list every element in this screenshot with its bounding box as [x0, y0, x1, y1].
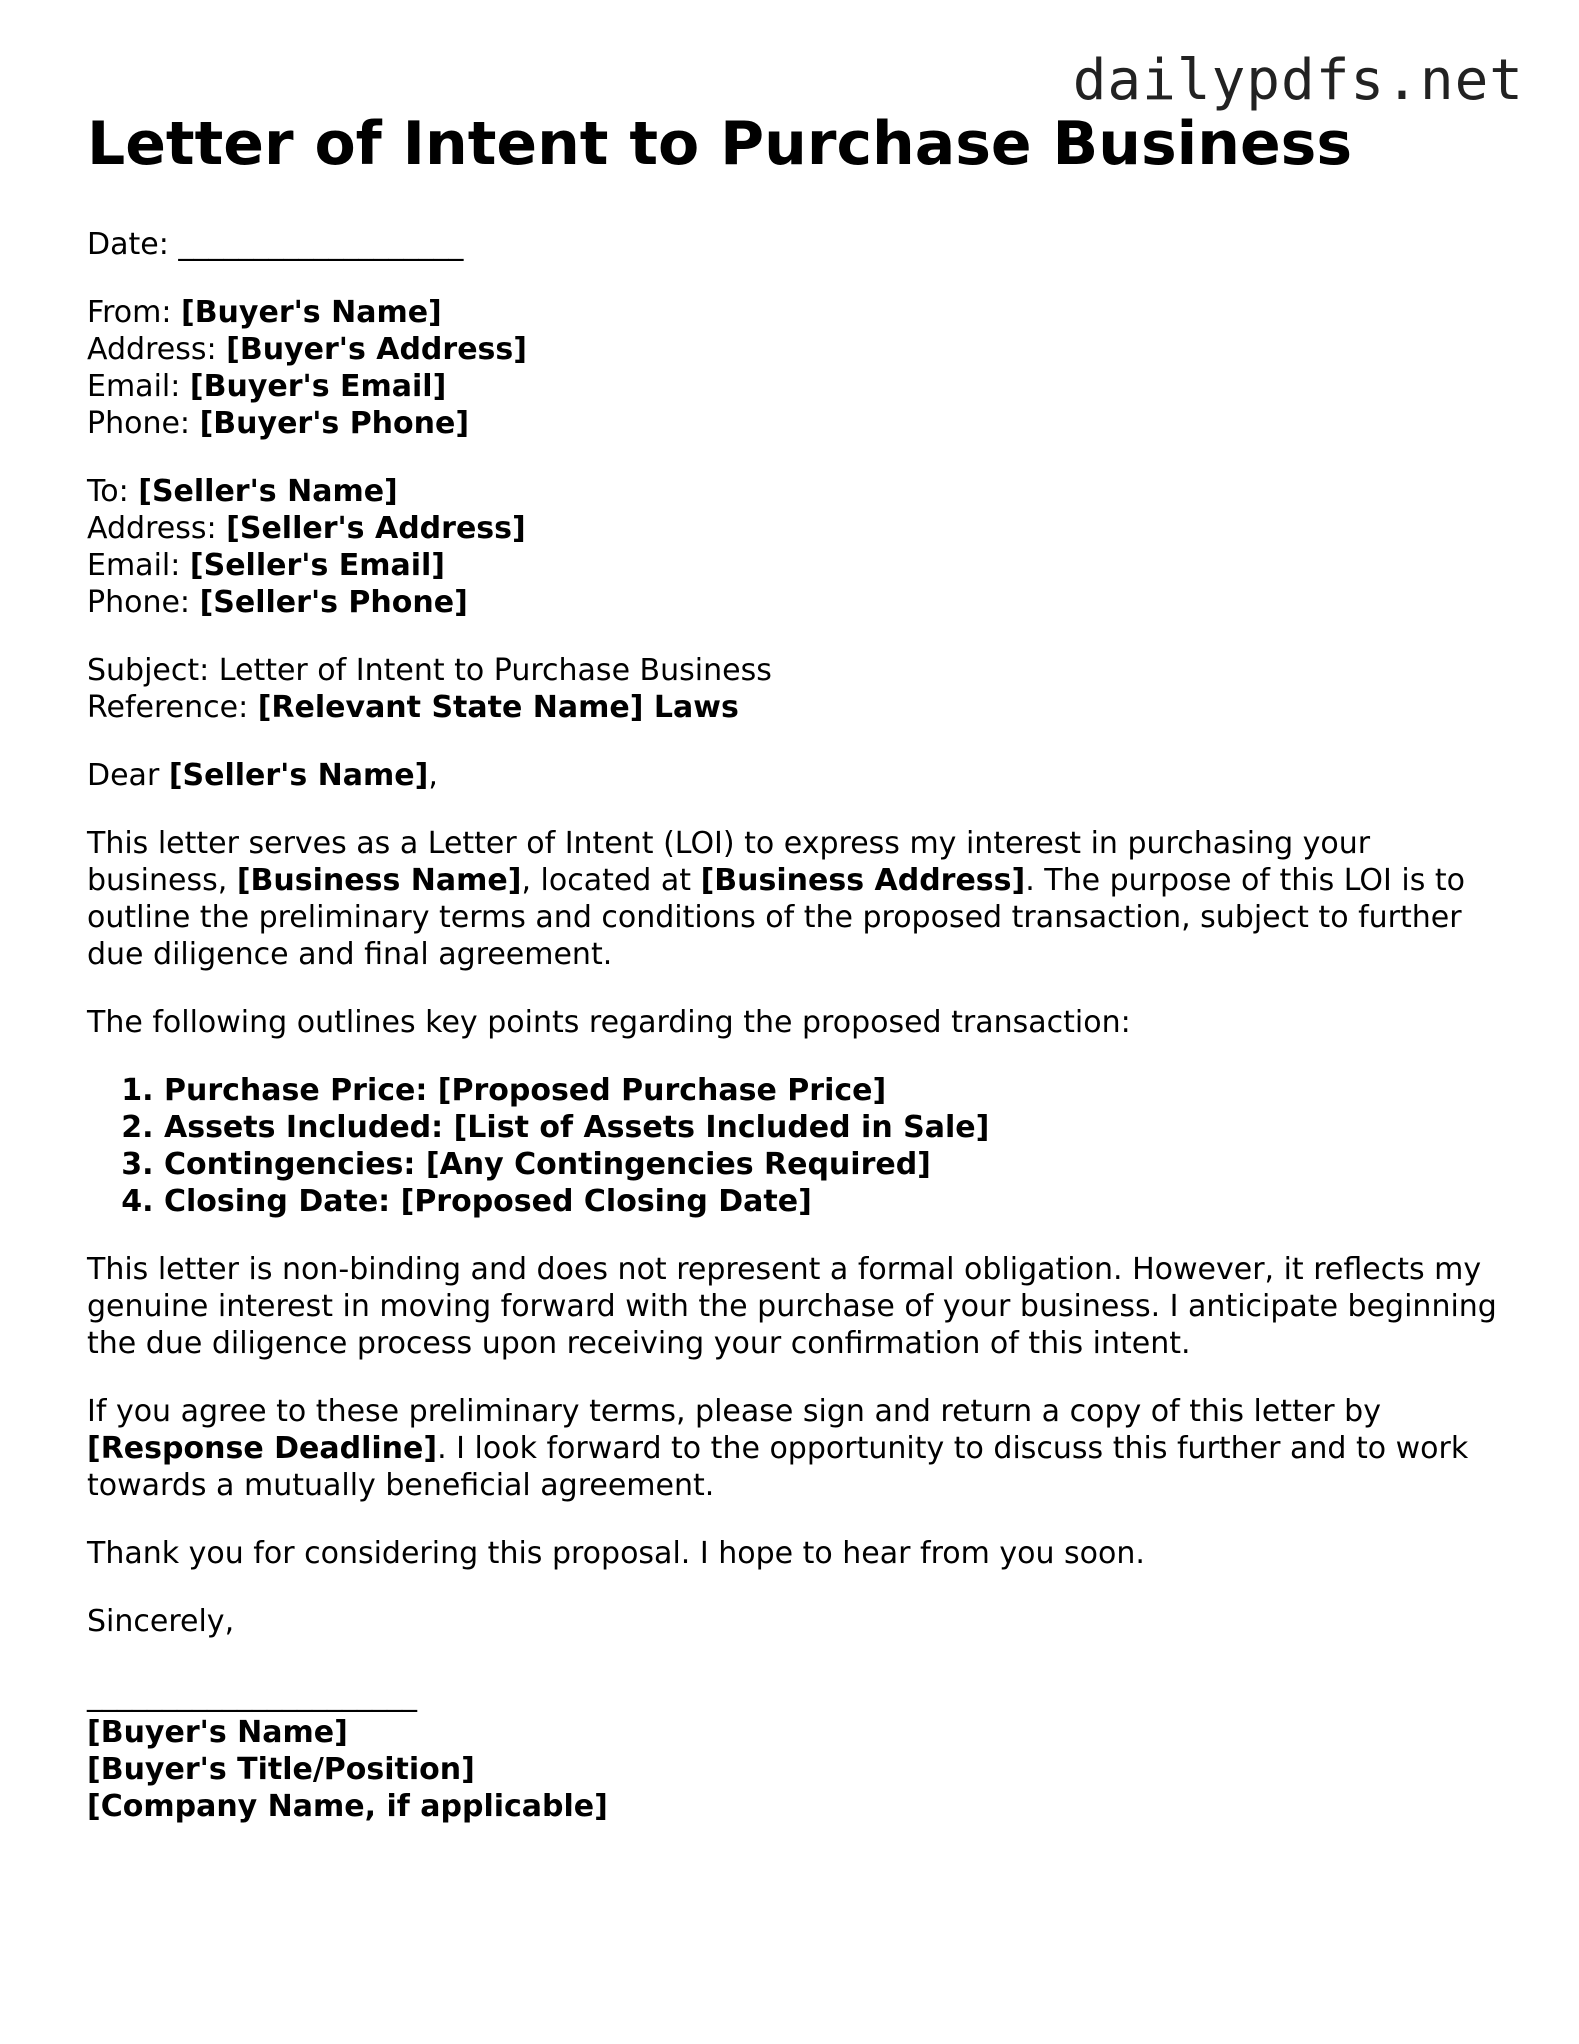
list-item: 1. Purchase Price: [Proposed Purchase Price] — [164, 1072, 1507, 1109]
signature-block — [87, 1677, 1507, 1825]
closing: Sincerely, — [87, 1604, 235, 1639]
reference-line: Reference: [Relevant State Name] Laws — [87, 690, 739, 725]
sender-email-line: Email: [Buyer's Email] — [87, 369, 447, 404]
watermark: dailypdfs.net — [1072, 48, 1524, 113]
outline-intro: The following outlines key points regarding the proposed transaction: — [87, 1005, 1131, 1040]
business-name: [Business Name] — [236, 863, 522, 898]
salutation-name: [Seller's Name] — [168, 758, 429, 793]
list-item: 4. Closing Date: [Proposed Closing Date] — [164, 1183, 1507, 1220]
recipient-email: [Seller's Email] — [189, 548, 446, 583]
subject-line: Subject: Letter of Intent to Purchase Business — [87, 653, 772, 688]
recipient-phone-line: Phone: [Seller's Phone] — [87, 585, 468, 620]
recipient-address-line: Address: [Seller's Address] — [87, 511, 526, 546]
key-points-list — [87, 1072, 1507, 1220]
sender-block — [87, 294, 1507, 442]
sender-email: [Buyer's Email] — [189, 369, 447, 404]
recipient-name-line: To: [Seller's Name] — [87, 474, 398, 509]
sender-name: [Buyer's Name] — [180, 295, 442, 330]
nonbinding-paragraph: This letter is non-binding and does not represent a formal obligation. However, it reflects my genuine interest in moving forward with the purchase of your business. I anticipate beginning the due diligence process upon receiving your confirmation of this intent. — [87, 1252, 1497, 1361]
date-line — [87, 226, 1507, 263]
list-item: 3. Contingencies: [Any Contingencies Required] — [164, 1146, 1507, 1183]
sender-address-line: Address: [Buyer's Address] — [87, 332, 527, 367]
response-deadline: [Response Deadline] — [87, 1431, 438, 1466]
recipient-name: [Seller's Name] — [138, 474, 398, 509]
letter-page — [87, 108, 1507, 1825]
thanks-paragraph: Thank you for considering this proposal. I hope to hear from you soon. — [87, 1536, 1145, 1571]
sender-address: [Buyer's Address] — [226, 332, 527, 367]
date-label: Date: — [87, 227, 179, 262]
recipient-phone: [Seller's Phone] — [199, 585, 468, 620]
signature-line: ______________________ — [87, 1678, 417, 1713]
recipient-block — [87, 473, 1507, 621]
agreement-paragraph: If you agree to these preliminary terms, please sign and return a copy of this letter by [Response Deadline]. I look forward to the opportunity to discuss this further and to work towards a mutually beneficial agreement. — [87, 1394, 1469, 1503]
subject-block — [87, 652, 1507, 726]
sender-phone-line: Phone: [Buyer's Phone] — [87, 406, 470, 441]
recipient-email-line: Email: [Seller's Email] — [87, 548, 446, 583]
intro-paragraph: This letter serves as a Letter of Intent (LOI) to express my interest in purchasing your business, [Business Name], located at [Business Address]. The purpose of this LOI is to outline the preliminary terms and conditions of the proposed transaction, subject to further due diligence and final agreement. — [87, 826, 1466, 972]
date-blank: ___________________ — [178, 227, 464, 262]
business-address: [Business Address] — [700, 863, 1026, 898]
salutation: Dear [Seller's Name], — [87, 758, 438, 793]
reference-value: [Relevant State Name] Laws — [257, 690, 739, 725]
list-item: 2. Assets Included: [List of Assets Included in Sale] — [164, 1109, 1507, 1146]
signature-name: [Buyer's Name] — [87, 1715, 348, 1750]
sender-name-line: From: [Buyer's Name] — [87, 295, 442, 330]
sender-phone: [Buyer's Phone] — [199, 406, 470, 441]
signature-company: [Company Name, if applicable] — [87, 1789, 608, 1824]
signature-title: [Buyer's Title/Position] — [87, 1752, 475, 1787]
recipient-address: [Seller's Address] — [226, 511, 526, 546]
subject-value: Letter of Intent to Purchase Business — [218, 653, 772, 688]
page-title: Letter of Intent to Purchase Business — [87, 109, 1353, 179]
